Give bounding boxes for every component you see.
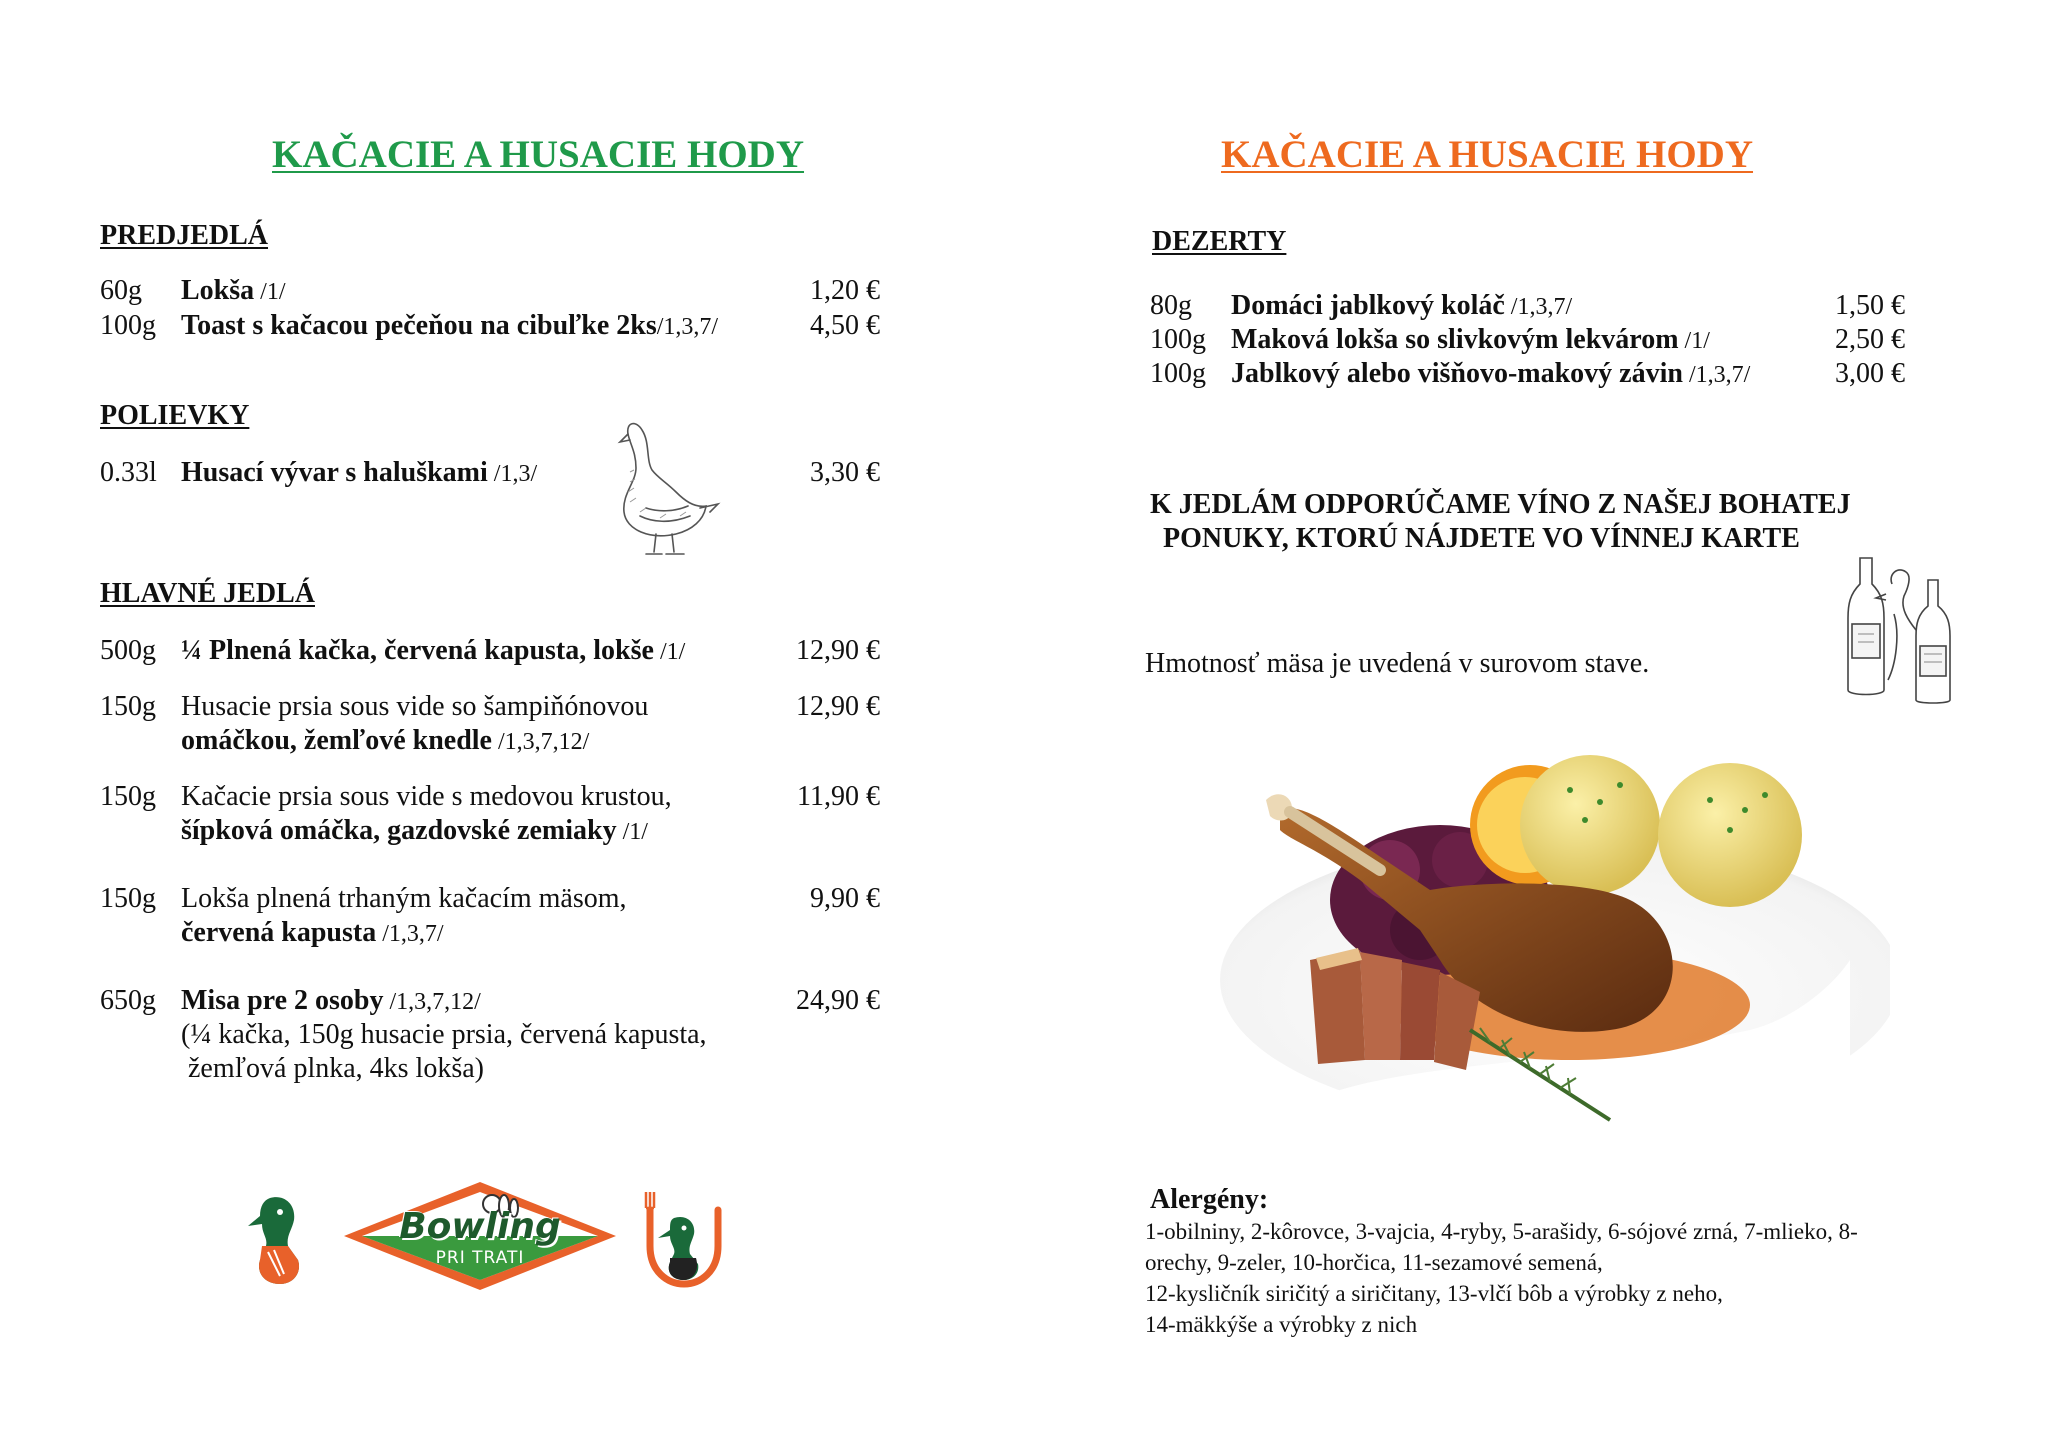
item-name-line1: Husacie prsia sous vide so šampiňónovou (181, 691, 649, 722)
roast-duck-photo (1190, 730, 1890, 1130)
item-allergens: /1,3,7/ (656, 314, 719, 340)
item-price: 4,50 € (810, 310, 880, 341)
item-allergens: /1,3/ (487, 461, 538, 487)
allergens-line: 12-kysličník siričitý a siričitany, 13-vlčí bôb a výrobky z neho, (1145, 1281, 1723, 1306)
menu-item (100, 984, 880, 1086)
allergens-line: 1-obilniny, 2-kôrovce, 3-vajcia, 4-ryby, 5-arašidy, 6-sójové zrná, 7-mlieko, 8- (1145, 1219, 1858, 1244)
item-weight: 650g (100, 985, 156, 1016)
menu-item (100, 690, 880, 758)
item-name: Husací vývar s haluškami (181, 457, 488, 488)
menu-item (1150, 289, 1905, 323)
item-price: 24,90 € (796, 985, 880, 1016)
item-allergens: /1/ (254, 279, 286, 305)
item-detail-line1: (¼ kačka, 150g husacie prsia, červená kapusta, (181, 1019, 707, 1050)
item-name: Toast s kačacou pečeňou na cibuľke 2ks (181, 310, 657, 341)
goose-illustration (600, 412, 730, 562)
allergens-line: 14-mäkkýše a výrobky z nich (1145, 1312, 1418, 1337)
item-name: Maková lokša so slivkovým lekvárom (1231, 324, 1679, 355)
item-weight: 100g (1150, 324, 1206, 355)
item-allergens: /1/ (616, 819, 648, 845)
item-weight: 150g (100, 781, 156, 812)
item-name: Domáci jablkový koláč (1231, 290, 1505, 321)
item-detail-line2: žemľová plnka, 4ks lokša) (188, 1053, 484, 1084)
allergens-line: orechy, 9-zeler, 10-horčica, 11-sezamové semená, (1145, 1250, 1603, 1275)
item-price: 12,90 € (796, 635, 880, 666)
item-price: 2,50 € (1835, 324, 1905, 355)
duck-logo-left (240, 1190, 320, 1290)
menu-item (100, 634, 880, 668)
left-menu-title: KAČACIE A HUSACIE HODY (272, 133, 805, 176)
allergens-title: Alergény: (1150, 1184, 1269, 1215)
menu-item (100, 456, 880, 490)
item-price: 1,20 € (810, 275, 880, 306)
menu-item (1150, 323, 1905, 357)
item-allergens: /1,3,7/ (376, 921, 444, 947)
item-price: 12,90 € (796, 691, 880, 722)
item-weight: 500g (100, 635, 156, 666)
item-name: Jablkový alebo višňovo-makový závin (1231, 358, 1683, 389)
mains-heading: HLAVNÉ JEDLÁ (100, 578, 315, 609)
wine-recommendation-line1: K JEDLÁM ODPORÚČAME VÍNO Z NAŠEJ BOHATEJ (1150, 489, 1851, 520)
item-allergens: /1,3,7/ (1682, 362, 1751, 388)
item-name: ¼ Plnená kačka, červená kapusta, lokše (181, 635, 654, 666)
item-allergens: /1,3,7/ (1504, 294, 1573, 320)
item-weight: 150g (100, 883, 156, 914)
wine-recommendation-line2: PONUKY, KTORÚ NÁJDETE VO VÍNNEJ KARTE (1163, 523, 1800, 554)
bowling-logo (340, 1178, 620, 1292)
item-price: 9,90 € (810, 883, 880, 914)
item-name-line1: Lokša plnená trhaným kačacím mäsom, (181, 883, 627, 914)
item-weight: 0.33l (100, 457, 157, 488)
menu-item (100, 309, 880, 343)
item-weight: 80g (1150, 290, 1192, 321)
item-name-line2: omáčkou, žemľové knedle (181, 725, 492, 756)
menu-item (100, 780, 880, 848)
menu-item (100, 882, 880, 950)
logo-brand-text: Bowling (399, 1206, 561, 1247)
item-price: 3,30 € (810, 457, 880, 488)
menu-item (100, 274, 880, 308)
starters-heading: PREDJEDLÁ (100, 220, 269, 251)
right-menu-title: KAČACIE A HUSACIE HODY (1221, 133, 1754, 176)
item-allergens: /1,3,7,12/ (491, 729, 590, 755)
menu-item (1150, 357, 1905, 391)
item-weight: 150g (100, 691, 156, 722)
item-weight: 100g (100, 310, 156, 341)
logo-sub-text: PRI TRATI (435, 1248, 525, 1268)
soups-heading: POLIEVKY (100, 400, 250, 431)
desserts-heading: DEZERTY (1152, 226, 1287, 257)
item-weight: 60g (100, 275, 142, 306)
item-allergens: /1,3,7,12/ (383, 989, 481, 1015)
item-price: 11,90 € (797, 781, 880, 812)
allergens-list (1145, 1216, 1965, 1340)
item-allergens: /1/ (653, 639, 686, 665)
item-price: 1,50 € (1835, 290, 1905, 321)
duck-fork-logo-right (640, 1188, 726, 1288)
item-name-line2: šípková omáčka, gazdovské zemiaky (181, 815, 617, 846)
item-allergens: /1/ (1678, 328, 1710, 354)
weight-note: Hmotnosť mäsa je uvedená v surovom stave. (1145, 648, 1650, 679)
item-name-line2: červená kapusta (181, 917, 377, 948)
item-weight: 100g (1150, 358, 1206, 389)
wine-bottles-illustration (1838, 554, 1964, 704)
item-price: 3,00 € (1835, 358, 1905, 389)
item-name-line1: Kačacie prsia sous vide s medovou krustou, (181, 781, 672, 812)
item-name: Misa pre 2 osoby (181, 985, 384, 1016)
item-name: Lokša (181, 275, 255, 306)
